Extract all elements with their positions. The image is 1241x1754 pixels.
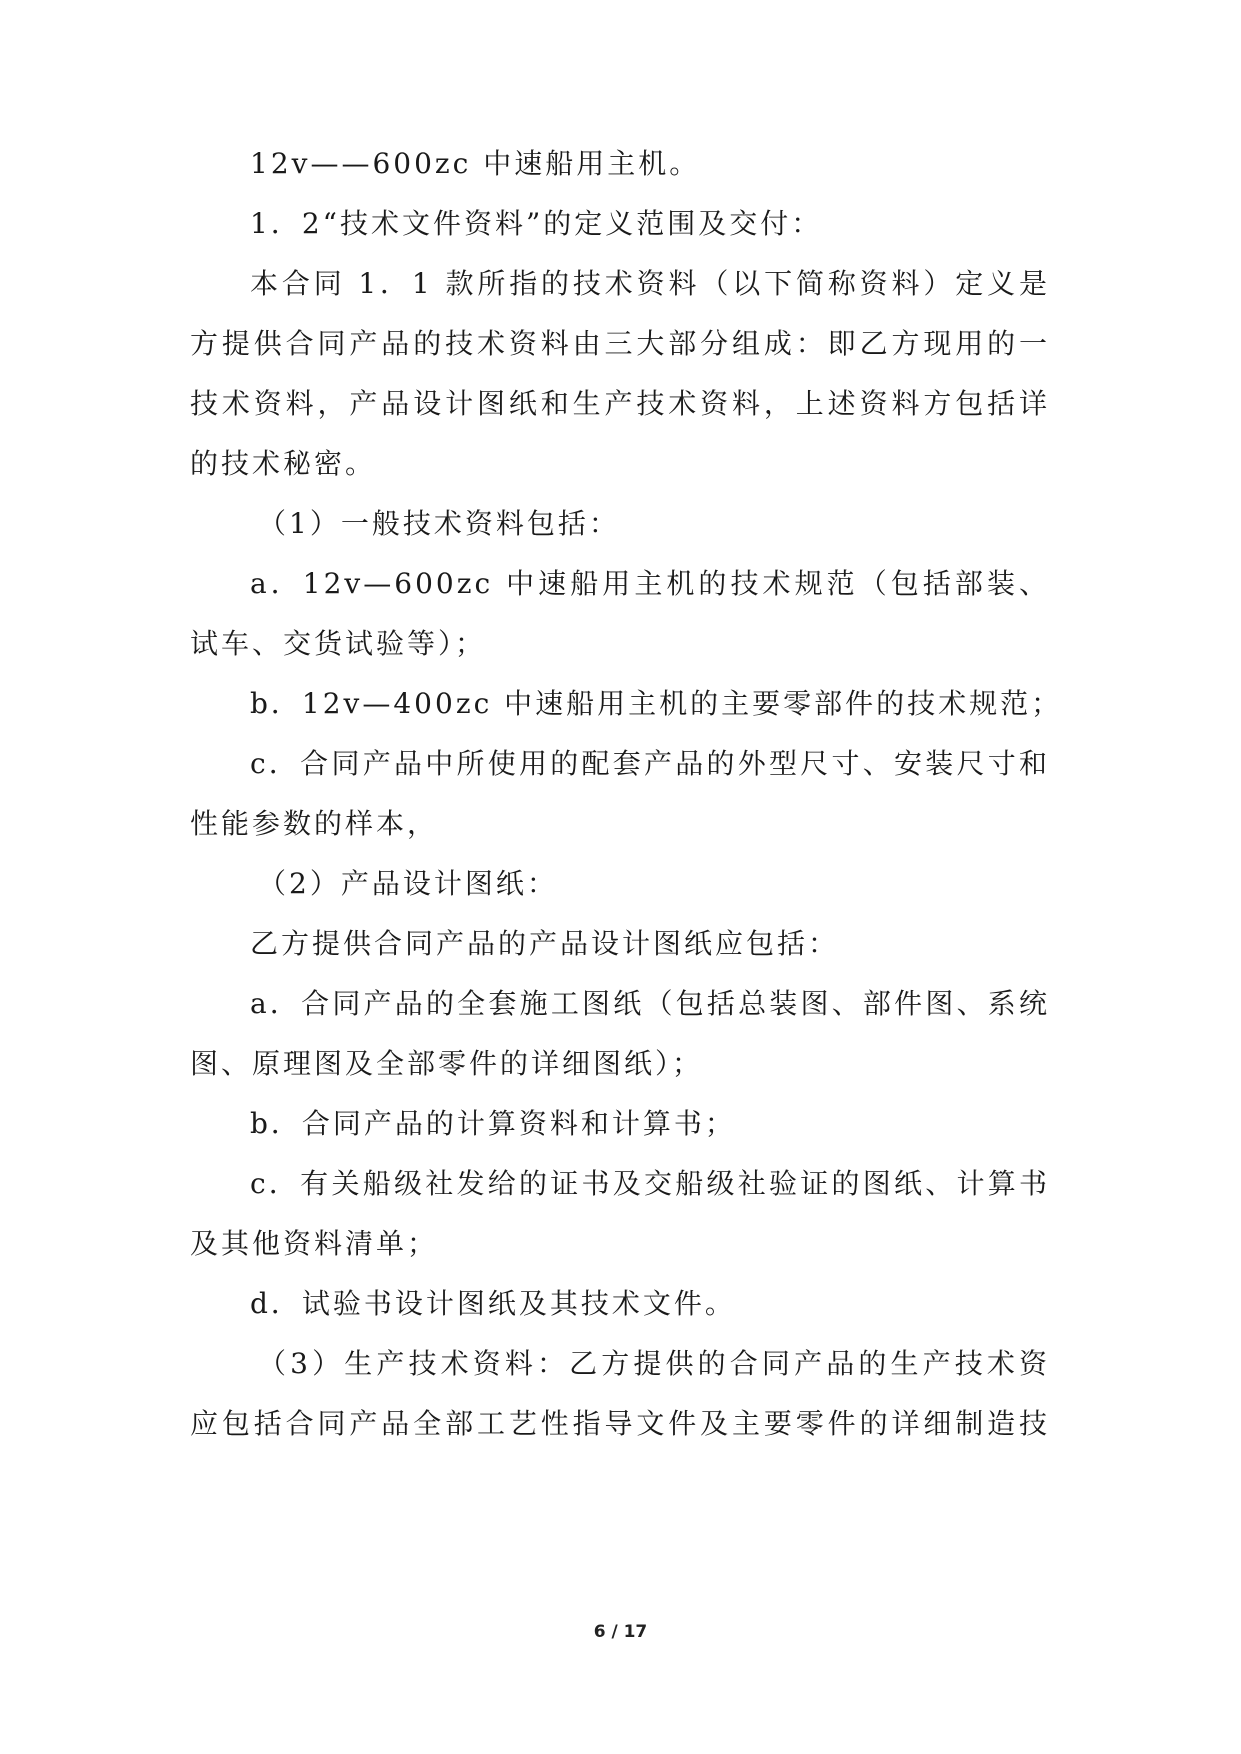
text-line: 1．2“技术文件资料”的定义范围及交付： bbox=[250, 207, 823, 240]
text-line: 本合同 1．1 款所指的技术资料（以下简称资料）定义是 bbox=[250, 267, 1050, 300]
text-line: c．有关船级社发给的证书及交船级社验证的图纸、计算书 bbox=[250, 1167, 1050, 1200]
text-line: 的技术秘密。 bbox=[190, 447, 377, 480]
text-line: 图、原理图及全部零件的详细图纸）； bbox=[190, 1047, 704, 1080]
text-line: （2）产品设计图纸： bbox=[258, 867, 558, 900]
text-line: （1）一般技术资料包括： bbox=[258, 507, 620, 540]
text-line: b．合同产品的计算资料和计算书； bbox=[250, 1107, 736, 1140]
text-line: 方提供合同产品的技术资料由三大部分组成：即乙方现用的一 bbox=[190, 327, 1050, 360]
text-line: a．合同产品的全套施工图纸（包括总装图、部件图、系统 bbox=[250, 987, 1050, 1020]
text-line: 应包括合同产品全部工艺性指导文件及主要零件的详细制造技 bbox=[190, 1407, 1050, 1440]
text-line: 试车、交货试验等）； bbox=[190, 627, 487, 660]
text-line: b．12v—400zc 中速船用主机的主要零部件的技术规范； bbox=[250, 687, 1063, 720]
text-line: d．试验书设计图纸及其技术文件。 bbox=[250, 1287, 736, 1320]
text-line: 乙方提供合同产品的产品设计图纸应包括： bbox=[250, 927, 840, 960]
text-line: （3）生产技术资料：乙方提供的合同产品的生产技术资 bbox=[258, 1347, 1050, 1380]
text-line: c．合同产品中所使用的配套产品的外型尺寸、安装尺寸和 bbox=[250, 747, 1050, 780]
text-line: 性能参数的样本， bbox=[190, 807, 439, 840]
text-line: 及其他资料清单； bbox=[190, 1227, 439, 1260]
text-line: a．12v—600zc 中速船用主机的技术规范（包括部装、 bbox=[250, 567, 1050, 600]
page-number: 6 / 17 bbox=[593, 1622, 648, 1642]
text-line: 12v——600zc 中速船用主机。 bbox=[250, 147, 701, 180]
text-line: 技术资料，产品设计图纸和生产技术资料，上述资料方包括详 bbox=[190, 387, 1050, 420]
